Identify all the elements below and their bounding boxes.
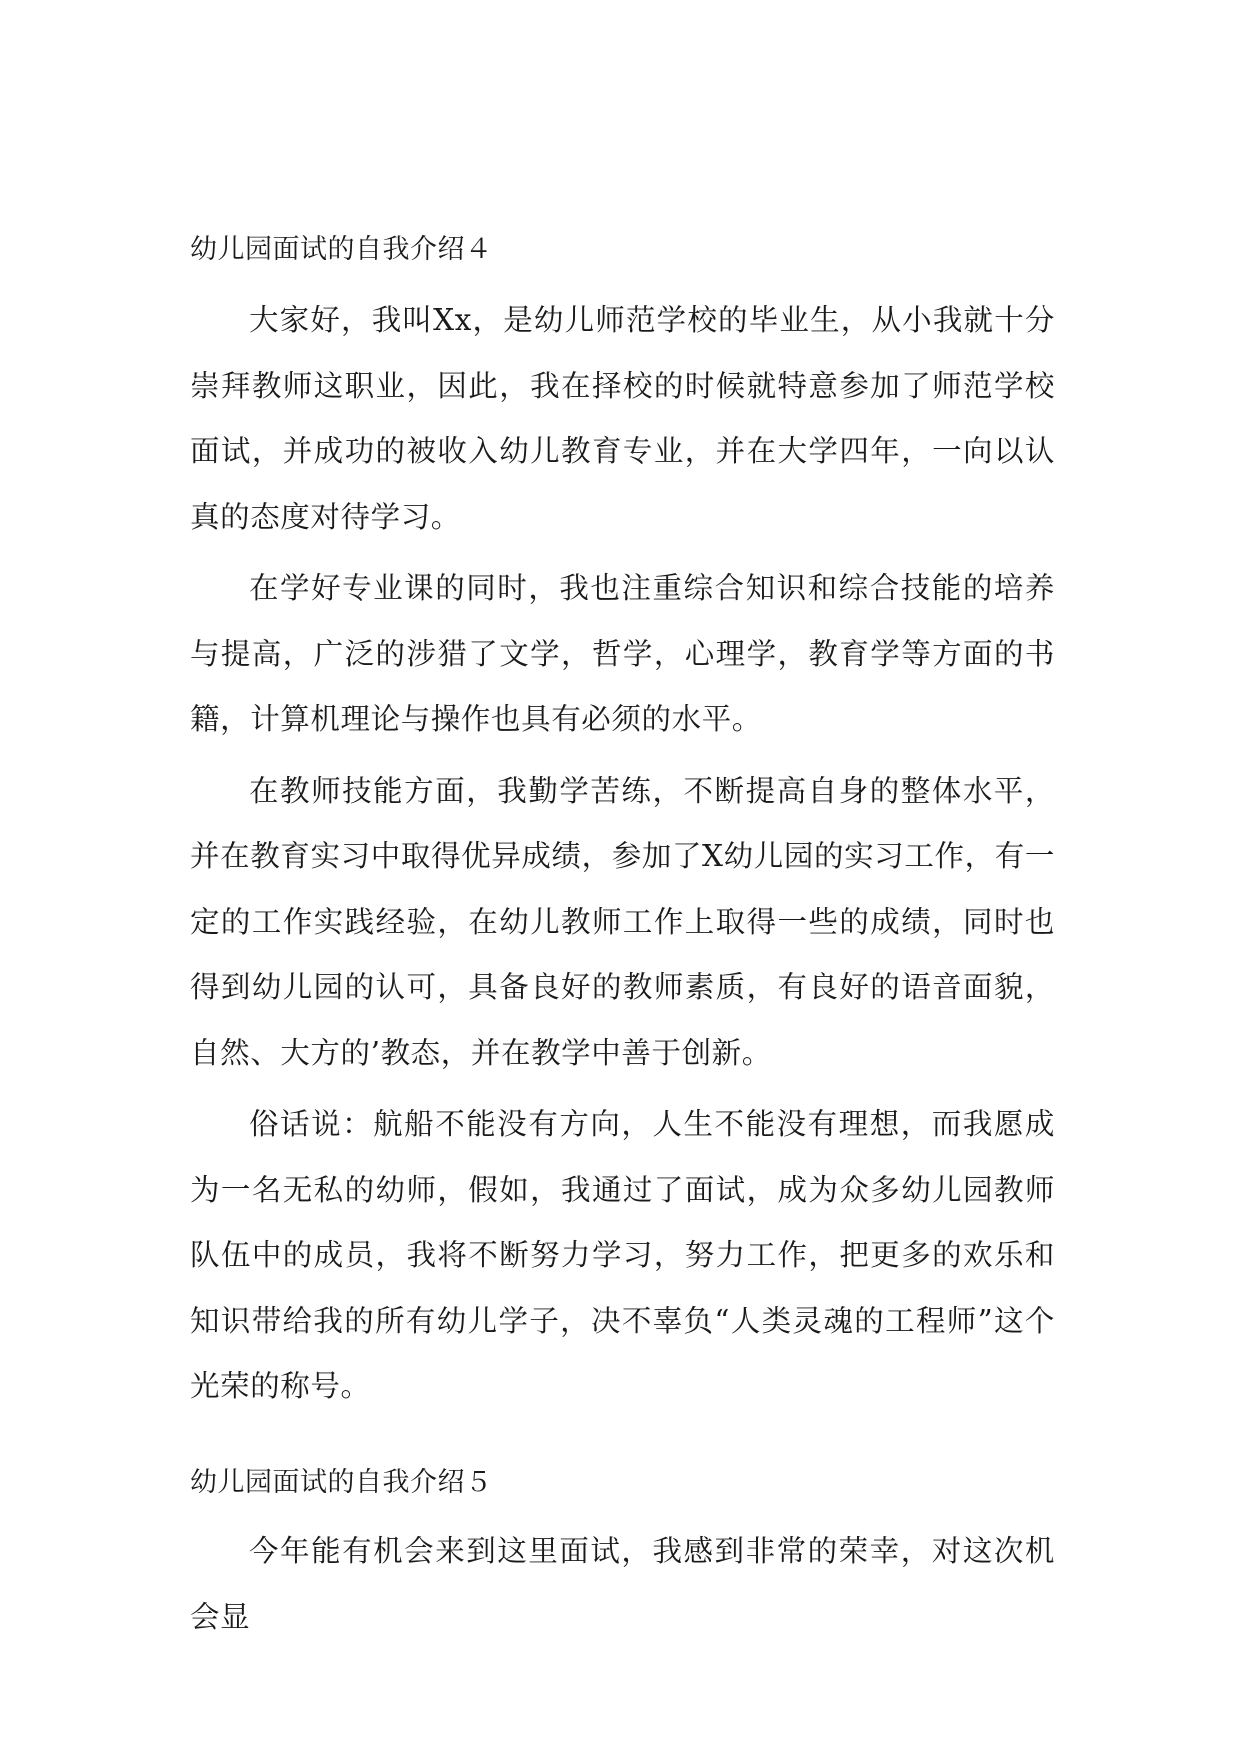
paragraph: 俗话说：航船不能没有方向，人生不能没有理想，而我愿成为一名无私的幼师，假如，我通过了面试，成为众多幼儿园教师队伍中的成员，我将不断努力学习，努力工作，把更多的欢乐和知识带给我的所有幼儿学子，决不辜负“人类灵魂的工程师”这个光荣的称号。 (190, 1107, 1055, 1403)
section-self-intro-4 (190, 230, 1055, 1420)
paragraph: 今年能有机会来到这里面试，我感到非常的荣幸，对这次机会显 (190, 1534, 1055, 1634)
paragraph: 在学好专业课的同时，我也注重综合知识和综合技能的培养与提高，广泛的涉猎了文学，哲学，心理学，教育学等方面的书籍，计算机理论与操作也具有必须的水平。 (190, 571, 1055, 736)
paragraph: 在教师技能方面，我勤学苦练，不断提高自身的整体水平，并在教育实习中取得优异成绩，参加了X幼儿园的实习工作，有一定的工作实践经验，在幼儿教师工作上取得一些的成绩，同时也得到幼儿园的认可，具备良好的教师素质，有良好的语音面貌，自然、大方的’教态，并在教学中善于创新。 (190, 773, 1055, 1070)
section-title: 幼儿园面试的自我介绍４ (190, 234, 493, 265)
section-self-intro-5 (190, 1463, 1055, 1650)
section-title: 幼儿园面试的自我介绍５ (190, 1467, 493, 1498)
paragraph: 大家好，我叫Xx，是幼儿师范学校的毕业生，从小我就十分崇拜教师这职业，因此，我在择校的时候就特意参加了师范学校面试，并成功的被收入幼儿教育专业，并在大学四年，一向以认真的态度对待学习。 (190, 303, 1055, 534)
